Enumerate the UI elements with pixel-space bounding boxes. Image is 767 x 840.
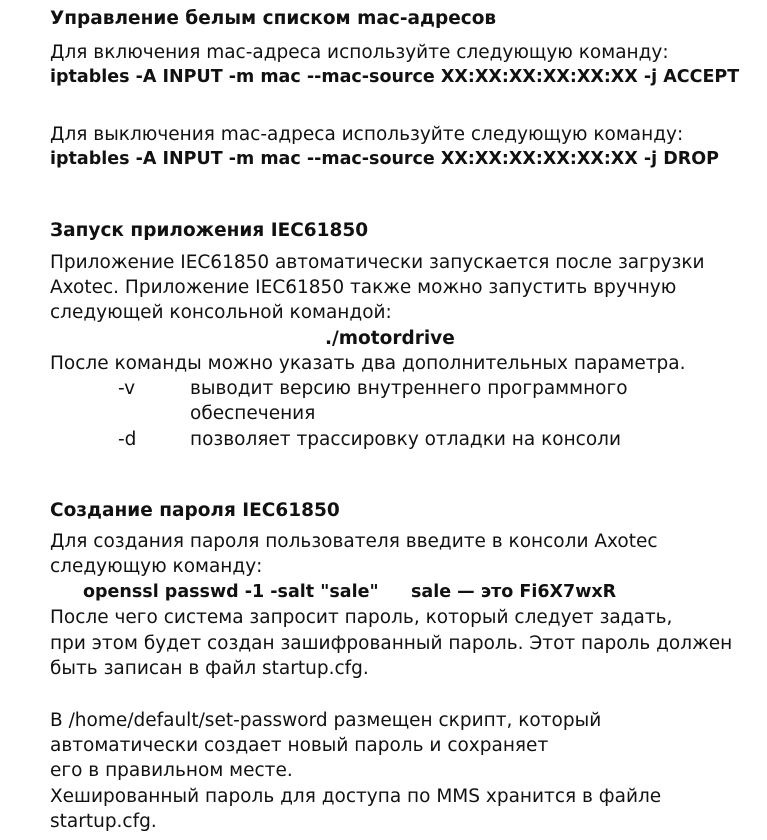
param-desc-v-cont: обеспечения	[190, 403, 316, 424]
script-paragraph-line: startup.cfg.	[50, 811, 157, 832]
app-section-heading: Запуск приложения IEC61850	[50, 220, 369, 241]
mac-enable-command: iptables -A INPUT -m mac --mac-source XX:XX:XX:XX:XX:XX -j ACCEPT	[50, 67, 740, 87]
mac-disable-command: iptables -A INPUT -m mac --mac-source XX:XX:XX:XX:XX:XX -j DROP	[50, 149, 719, 169]
script-paragraph-line: В /home/default/set-password размещен скрипт, который	[50, 710, 602, 731]
mac-section-heading: Управление белым списком mac-адресов	[50, 8, 497, 29]
param-desc-d: позволяет трассировку отладки на консоли	[190, 429, 622, 450]
app-paragraph-line: следующей консольной командой:	[50, 302, 392, 323]
script-paragraph-line: автоматически создает новый пароль и сохраняет	[50, 735, 549, 756]
app-params-intro: После команды можно указать два дополнительных параметра.	[50, 353, 686, 374]
password-section-heading: Создание пароля IEC61850	[50, 500, 340, 521]
password-command: openssl passwd -1 -salt "sale"	[83, 582, 379, 602]
password-command-note: sale — это Fi6X7wxR	[411, 582, 617, 602]
script-paragraph-line: его в правильном месте.	[50, 760, 293, 781]
script-paragraph-line: Хешированный пароль для доступа по MMS хранится в файле	[50, 786, 662, 807]
mac-enable-text: Для включения mac-адреса используйте следующую команду:	[50, 42, 669, 63]
param-desc-v: выводит версию внутреннего программного	[190, 378, 628, 399]
password-paragraph-line: при этом будет создан зашифрованный пароль. Этот пароль должен	[50, 633, 733, 654]
mac-disable-text: Для выключения mac-адреса используйте следующую команду:	[50, 124, 684, 145]
app-command: ./motordrive	[325, 328, 455, 349]
password-paragraph-line: следующую команду:	[50, 556, 263, 577]
password-paragraph-line: Для создания пароля пользователя введите в консоли Axotec	[50, 531, 658, 552]
password-paragraph-line: быть записан в файл startup.cfg.	[50, 658, 369, 679]
password-paragraph-line: После чего система запросит пароль, который следует задать,	[50, 607, 673, 628]
param-flag-v: -v	[118, 378, 136, 399]
param-flag-d: -d	[118, 429, 137, 450]
app-paragraph-line: Приложение IEC61850 автоматически запускается после загрузки	[50, 252, 705, 273]
app-paragraph-line: Axotec. Приложение IEC61850 также можно запустить вручную	[50, 277, 677, 298]
